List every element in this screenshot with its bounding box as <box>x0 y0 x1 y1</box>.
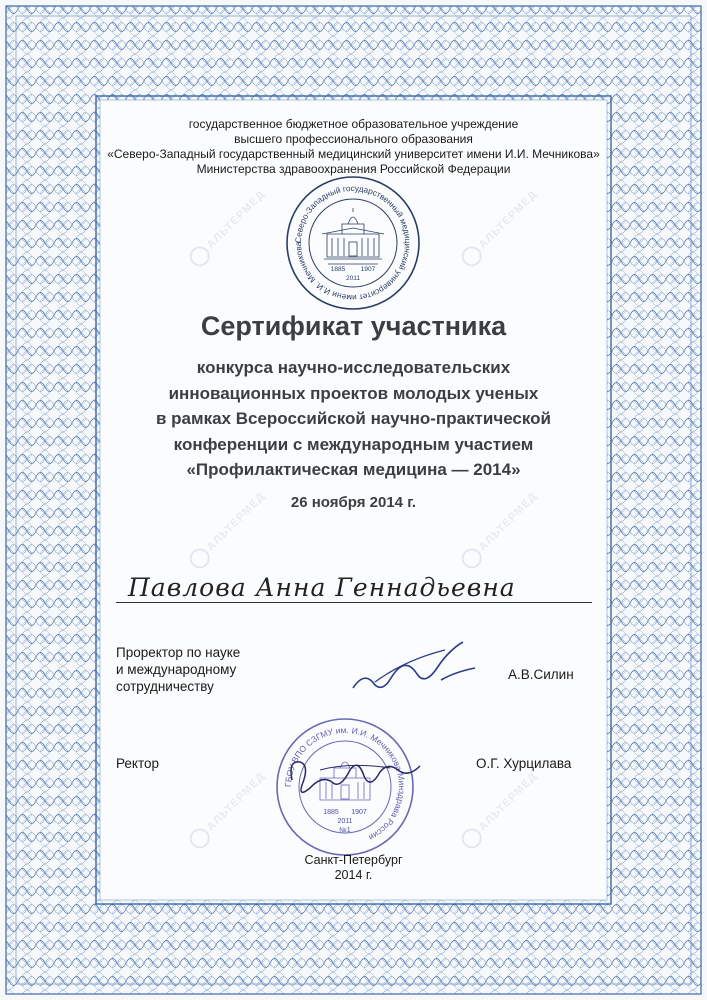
subtitle-line: инновационных проектов молодых ученых <box>168 383 539 403</box>
rector-title: Ректор <box>116 756 160 771</box>
stamp-year-right: 1907 <box>351 809 367 816</box>
prorector-name: А.В.Силин <box>508 667 574 682</box>
stamp-number: №1 <box>339 827 351 834</box>
building-icon <box>322 208 384 259</box>
watermark: АЛЬТЕРМЕД <box>458 488 543 573</box>
prorector-signature <box>345 630 485 700</box>
rector-name: О.Г. Хурцилава <box>476 756 572 771</box>
emblem-ring-text: Северо-Западный государственный медицинский университет имени И.И. Мечникова <box>293 183 413 303</box>
watermark: АЛЬТЕРМЕД <box>458 186 543 271</box>
watermark: АЛЬТЕРМЕД <box>186 186 271 271</box>
university-emblem <box>282 172 424 314</box>
stamp-year-bottom: 2011 <box>337 818 353 825</box>
subtitle-line: в рамках Всероссийской научно-практической <box>156 409 551 428</box>
rector-signature <box>280 740 440 810</box>
header-line: «Северо-Западный государственный медицинский университет имени И.И. Мечникова» <box>107 147 600 161</box>
name-underline <box>116 602 592 603</box>
subtitle-line: «Профилактическая медицина — 2014» <box>186 460 521 479</box>
header-line: высшего профессионального образования <box>234 132 473 146</box>
certificate-subtitle <box>0 355 707 483</box>
certificate-date: 26 ноября 2014 г. <box>290 494 417 511</box>
certificate-title: Сертификат участника <box>200 311 507 341</box>
prorector-title-line: сотрудничеству <box>116 679 214 694</box>
certificate-footer <box>0 853 707 883</box>
emblem-year-bottom: 2011 <box>346 275 360 282</box>
institution-header <box>0 117 707 177</box>
header-line: государственное бюджетное образовательное учреждение <box>188 117 519 131</box>
emblem-year-right: 1907 <box>360 266 376 273</box>
watermark: АЛЬТЕРМЕД <box>458 768 543 853</box>
subtitle-line: конкурса научно-исследовательских <box>196 358 511 377</box>
footer-city: Санкт-Петербург <box>304 853 403 867</box>
prorector-title-line: и международному <box>116 662 237 677</box>
stamp-year-left: 1885 <box>323 809 339 816</box>
participant-name: Павлова Анна Геннадьевна <box>128 573 516 602</box>
emblem-year-left: 1885 <box>330 266 346 273</box>
header-line: Министерства здравоохранения Российской Федерации <box>196 162 511 176</box>
watermark: АЛЬТЕРМЕД <box>186 488 271 573</box>
stamp-ring-text: ГБОУ ВПО СЗГМУ им. И.И. Мечникова Минздрава России <box>282 724 408 843</box>
subtitle-line: конференции с международным участием <box>173 434 534 454</box>
footer-year: 2014 г. <box>334 868 373 882</box>
prorector-title <box>116 644 240 695</box>
prorector-title-line: Проректор по науке <box>116 645 241 660</box>
watermark: АЛЬТЕРМЕД <box>186 768 271 853</box>
